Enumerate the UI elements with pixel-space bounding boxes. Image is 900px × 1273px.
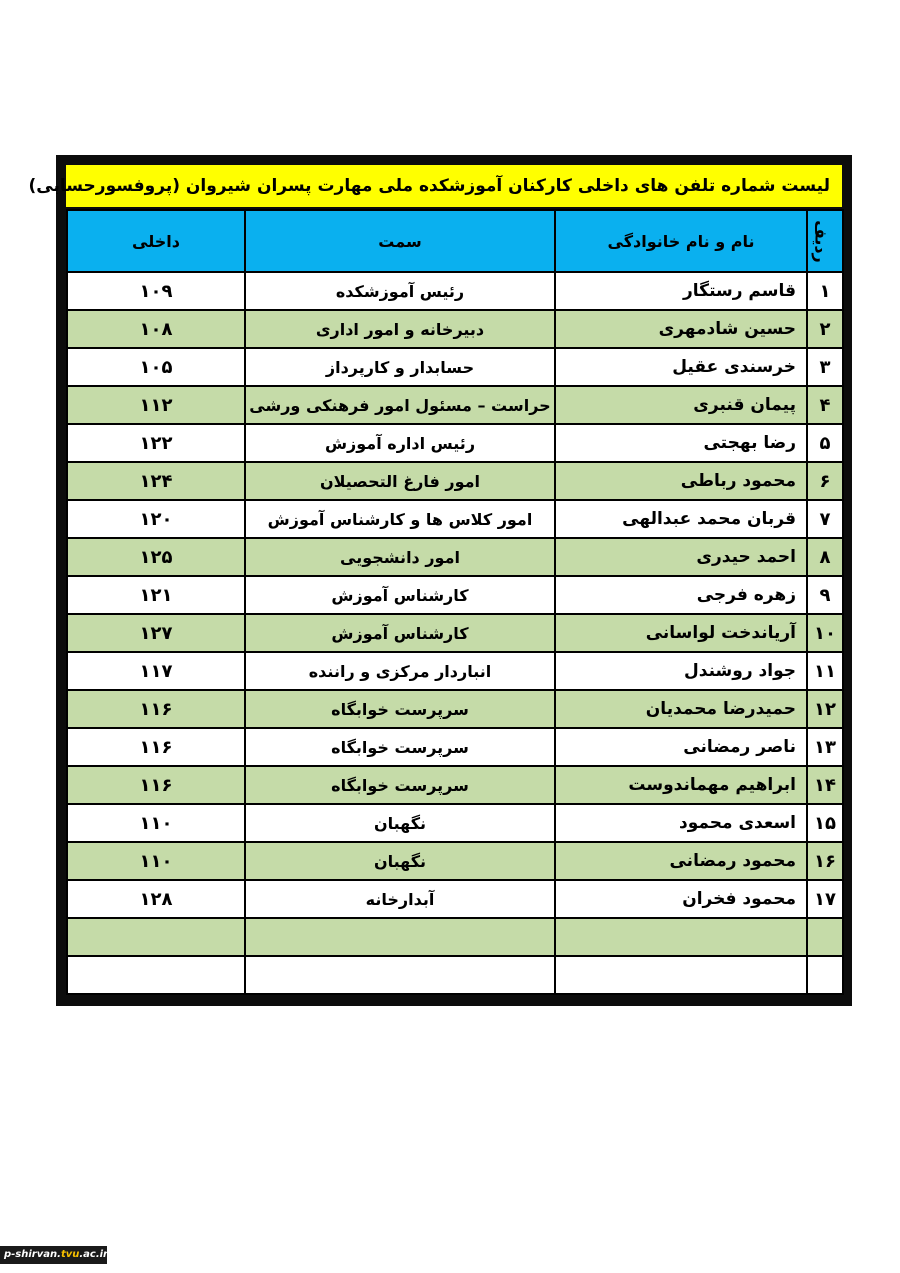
row-extension: ۱۰۵: [67, 348, 245, 386]
row-name: محمود رمضانی: [555, 842, 807, 880]
row-position: سرپرست خوابگاه: [245, 728, 555, 766]
row-position: دبیرخانه و امور اداری: [245, 310, 555, 348]
row-extension: ۱۱۲: [67, 386, 245, 424]
header-index: ردیف: [807, 210, 843, 272]
row-name: [555, 918, 807, 956]
table-row: [67, 956, 843, 994]
row-name: محمود رباطی: [555, 462, 807, 500]
row-index: ۱۱: [807, 652, 843, 690]
row-position: کارشناس آموزش: [245, 614, 555, 652]
row-extension: ۱۲۷: [67, 614, 245, 652]
row-extension: ۱۱۶: [67, 690, 245, 728]
table-row: [67, 804, 843, 842]
row-index: ۱۵: [807, 804, 843, 842]
row-extension: ۱۲۲: [67, 424, 245, 462]
row-extension: ۱۲۴: [67, 462, 245, 500]
row-extension: ۱۱۰: [67, 842, 245, 880]
row-extension: [67, 918, 245, 956]
table-row: [67, 538, 843, 576]
row-name: زهره فرجی: [555, 576, 807, 614]
row-index: ۱۶: [807, 842, 843, 880]
table-row: [67, 690, 843, 728]
row-extension: ۱۲۰: [67, 500, 245, 538]
row-index: ۲: [807, 310, 843, 348]
row-extension: ۱۲۱: [67, 576, 245, 614]
row-position: رئیس اداره آموزش: [245, 424, 555, 462]
row-index: ۱۲: [807, 690, 843, 728]
header-position: سمت: [245, 210, 555, 272]
row-name: اسعدی محمود: [555, 804, 807, 842]
row-position: آبدارخانه: [245, 880, 555, 918]
row-extension: ۱۱۶: [67, 728, 245, 766]
document-title: لیست شماره تلفن های داخلی کارکنان آموزشکده ملی مهارت پسران شیروان (پروفسورحسابی): [66, 165, 842, 207]
table-row: [67, 386, 843, 424]
row-name: حسین شادمهری: [555, 310, 807, 348]
row-extension: ۱۱۶: [67, 766, 245, 804]
row-index: ۵: [807, 424, 843, 462]
row-extension: [67, 956, 245, 994]
row-index: ۱: [807, 272, 843, 310]
row-name: حمیدرضا محمدیان: [555, 690, 807, 728]
row-name: جواد روشندل: [555, 652, 807, 690]
table-row: [67, 842, 843, 880]
row-position: [245, 918, 555, 956]
table-row: [67, 880, 843, 918]
row-name: ابراهیم مهماندوست: [555, 766, 807, 804]
row-name: رضا بهجتی: [555, 424, 807, 462]
row-position: انباردار مرکزی و راننده: [245, 652, 555, 690]
table-header-row: [67, 210, 843, 272]
row-index: ۷: [807, 500, 843, 538]
header-extension: داخلی: [67, 210, 245, 272]
row-extension: ۱۲۵: [67, 538, 245, 576]
row-name: احمد حیدری: [555, 538, 807, 576]
row-position: کارشناس آموزش: [245, 576, 555, 614]
row-index: ۱۳: [807, 728, 843, 766]
row-name: خرسندی عقیل: [555, 348, 807, 386]
row-position: حسابدار و کارپرداز: [245, 348, 555, 386]
row-extension: ۱۱۰: [67, 804, 245, 842]
row-name: قربان محمد عبدالهی: [555, 500, 807, 538]
row-position: نگهبان: [245, 842, 555, 880]
row-index: ۸: [807, 538, 843, 576]
row-position: امور کلاس ها و کارشناس آموزش: [245, 500, 555, 538]
row-index: ۹: [807, 576, 843, 614]
table-row: [67, 462, 843, 500]
website-watermark: p-shirvan.tvu.ac.ir: [0, 1246, 107, 1264]
table-row: [67, 424, 843, 462]
row-extension: ۱۱۷: [67, 652, 245, 690]
row-index: ۱۴: [807, 766, 843, 804]
table-row: [67, 728, 843, 766]
row-name: ناصر رمضانی: [555, 728, 807, 766]
row-extension: ۱۰۹: [67, 272, 245, 310]
row-position: سرپرست خوابگاه: [245, 766, 555, 804]
header-name: نام و نام خانوادگی: [555, 210, 807, 272]
table-row: [67, 348, 843, 386]
row-index: ۱۰: [807, 614, 843, 652]
row-index: ۴: [807, 386, 843, 424]
row-position: حراست – مسئول امور فرهنکی ورشی: [245, 386, 555, 424]
phone-directory-table: [66, 209, 844, 995]
table-row: [67, 652, 843, 690]
row-position: نگهبان: [245, 804, 555, 842]
table-row: [67, 918, 843, 956]
row-position: سرپرست خوابگاه: [245, 690, 555, 728]
row-index: [807, 956, 843, 994]
row-position: [245, 956, 555, 994]
row-extension: ۱۰۸: [67, 310, 245, 348]
table-row: [67, 576, 843, 614]
row-extension: ۱۲۸: [67, 880, 245, 918]
table-row: [67, 500, 843, 538]
row-position: امور دانشجویی: [245, 538, 555, 576]
row-position: رئیس آموزشکده: [245, 272, 555, 310]
table-row: [67, 272, 843, 310]
row-name: آریاندخت لواسانی: [555, 614, 807, 652]
row-name: پیمان قنبری: [555, 386, 807, 424]
row-name: قاسم رستگار: [555, 272, 807, 310]
table-row: [67, 614, 843, 652]
row-index: ۱۷: [807, 880, 843, 918]
row-index: ۶: [807, 462, 843, 500]
row-index: [807, 918, 843, 956]
table-row: [67, 766, 843, 804]
row-position: امور فارغ التحصیلان: [245, 462, 555, 500]
row-index: ۳: [807, 348, 843, 386]
table-row: [67, 310, 843, 348]
row-name: محمود فخران: [555, 880, 807, 918]
row-name: [555, 956, 807, 994]
